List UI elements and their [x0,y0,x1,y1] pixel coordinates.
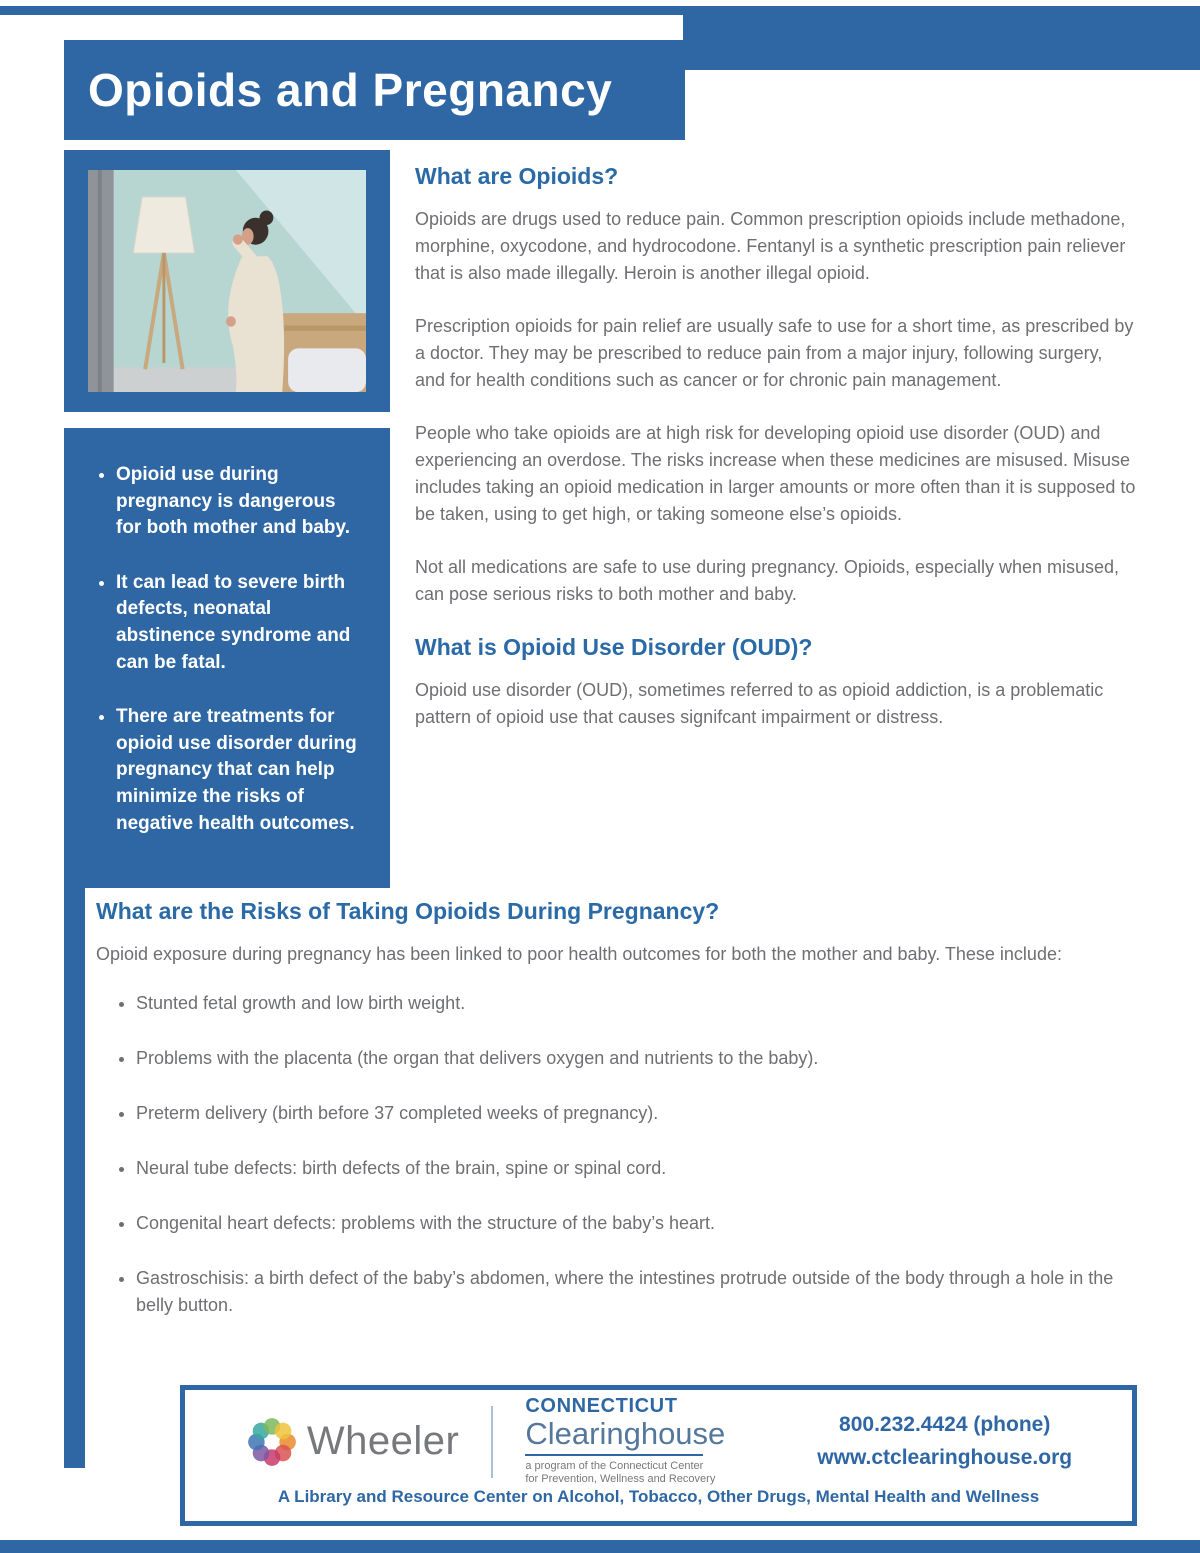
contact-phone: 800.232.4424 (phone) [839,1412,1051,1436]
key-point: • It can lead to severe birth defects, neonatal abstinence syndrome and can be fatal. [116,570,364,676]
body-paragraph: Opioids are drugs used to reduce pain. Common prescription opioids include methadone, morphine, oxycodone, and hydrocodone. Fentanyl is a synthetic prescription pain reliever that is also made illegally. Heroin is another illegal opioid. [415,209,1126,283]
bottom-accent-strip [0,1540,1200,1553]
wheeler-wordmark: Wheeler [306,1419,460,1464]
risk-item: • Neural tube defects: birth defects of the brain, spine or spinal cord. [136,1155,1136,1181]
key-points-callout [64,428,390,888]
main-text-column [415,163,1137,757]
body-paragraph: Prescription opioids for pain relief are usually safe to use for a short time, as prescribed by a doctor. They may be prescribed to reduce pain from a major injury, following surgery, and for health conditions such as cancer or for chronic pain management. [415,316,1134,390]
wheeler-logo [245,1415,459,1469]
clearinghouse-subtext: for Prevention, Wellness and Recovery [525,1473,716,1486]
photo-frame [64,150,390,412]
bedding [288,348,366,392]
clearinghouse-wordmark: Clearinghouse [525,1416,726,1451]
risk-item: • Gastroschisis: a birth defect of the baby’s abdomen, where the intestines protrude outside of the body through a hole in the belly button. [136,1265,1136,1317]
risks-intro: Opioid exposure during pregnancy has been linked to poor health outcomes for both the mother and baby. These include: [96,944,1062,964]
key-points-list [94,462,364,837]
risk-item: • Stunted fetal growth and low birth weight. [136,990,1136,1016]
footer-organization-box [180,1385,1137,1526]
headboard-slat [280,326,366,331]
footer-divider [491,1406,493,1478]
clearinghouse-state-label: CONNECTICUT [525,1395,678,1417]
body-paragraph: Not all medications are safe to use during pregnancy. Opioids, especially when misused, can pose serious risks to both mother and baby. [415,557,1120,604]
section-heading-risks: What are the Risks of Taking Opioids During Pregnancy? [96,898,720,924]
risk-item: • Congenital heart defects: problems with the structure of the baby’s heart. [136,1210,1136,1236]
section-heading-oud: What is Opioid Use Disorder (OUD)? [415,634,813,660]
clearinghouse-block [525,1396,725,1487]
left-accent-strip [64,888,85,1468]
title-banner [64,40,685,140]
contact-website: www.ctclearinghouse.org [817,1445,1073,1469]
risks-list [96,990,1136,1318]
pregnant-woman-photo [88,170,366,392]
risks-section [96,898,1136,1347]
clearinghouse-rule [525,1454,703,1456]
key-point: • Opioid use during pregnancy is dangerous for both mother and baby. [116,462,364,542]
risk-item: • Preterm delivery (birth before 37 completed weeks of pregnancy). [136,1100,1136,1126]
risk-item: • Problems with the placenta (the organ that delivers oxygen and nutrients to the baby). [136,1045,1136,1071]
wheeler-flower-icon [245,1415,299,1469]
top-right-accent-band [683,6,1200,70]
clearinghouse-subtext: a program of the Connecticut Center [525,1459,704,1472]
key-point: • There are treatments for opioid use disorder during pregnancy that can help minimize the risks of negative health outcomes. [116,704,364,837]
footer-main-row [185,1390,1132,1487]
body-paragraph: Opioid use disorder (OUD), sometimes referred to as opioid addiction, is a problematic pattern of opioid use that causes signifcant impairment or distress. [415,680,1104,727]
section-heading-what-are-opioids: What are Opioids? [415,163,619,189]
contact-block [817,1409,1072,1474]
curtain-fold [98,170,102,392]
page-title: Opioids and Pregnancy [88,64,613,116]
footer-tagline: A Library and Resource Center on Alcohol, Tobacco, Other Drugs, Mental Health and Wellness [277,1487,1040,1507]
body-paragraph: People who take opioids are at high risk for developing opioid use disorder (OUD) and experiencing an overdose. The risks increase when these medicines are misused. Misuse includes taking an opioid medication in larger amounts or more often than it is supposed to be taken, using to get high, or taking someone else’s opioids. [415,423,1136,524]
